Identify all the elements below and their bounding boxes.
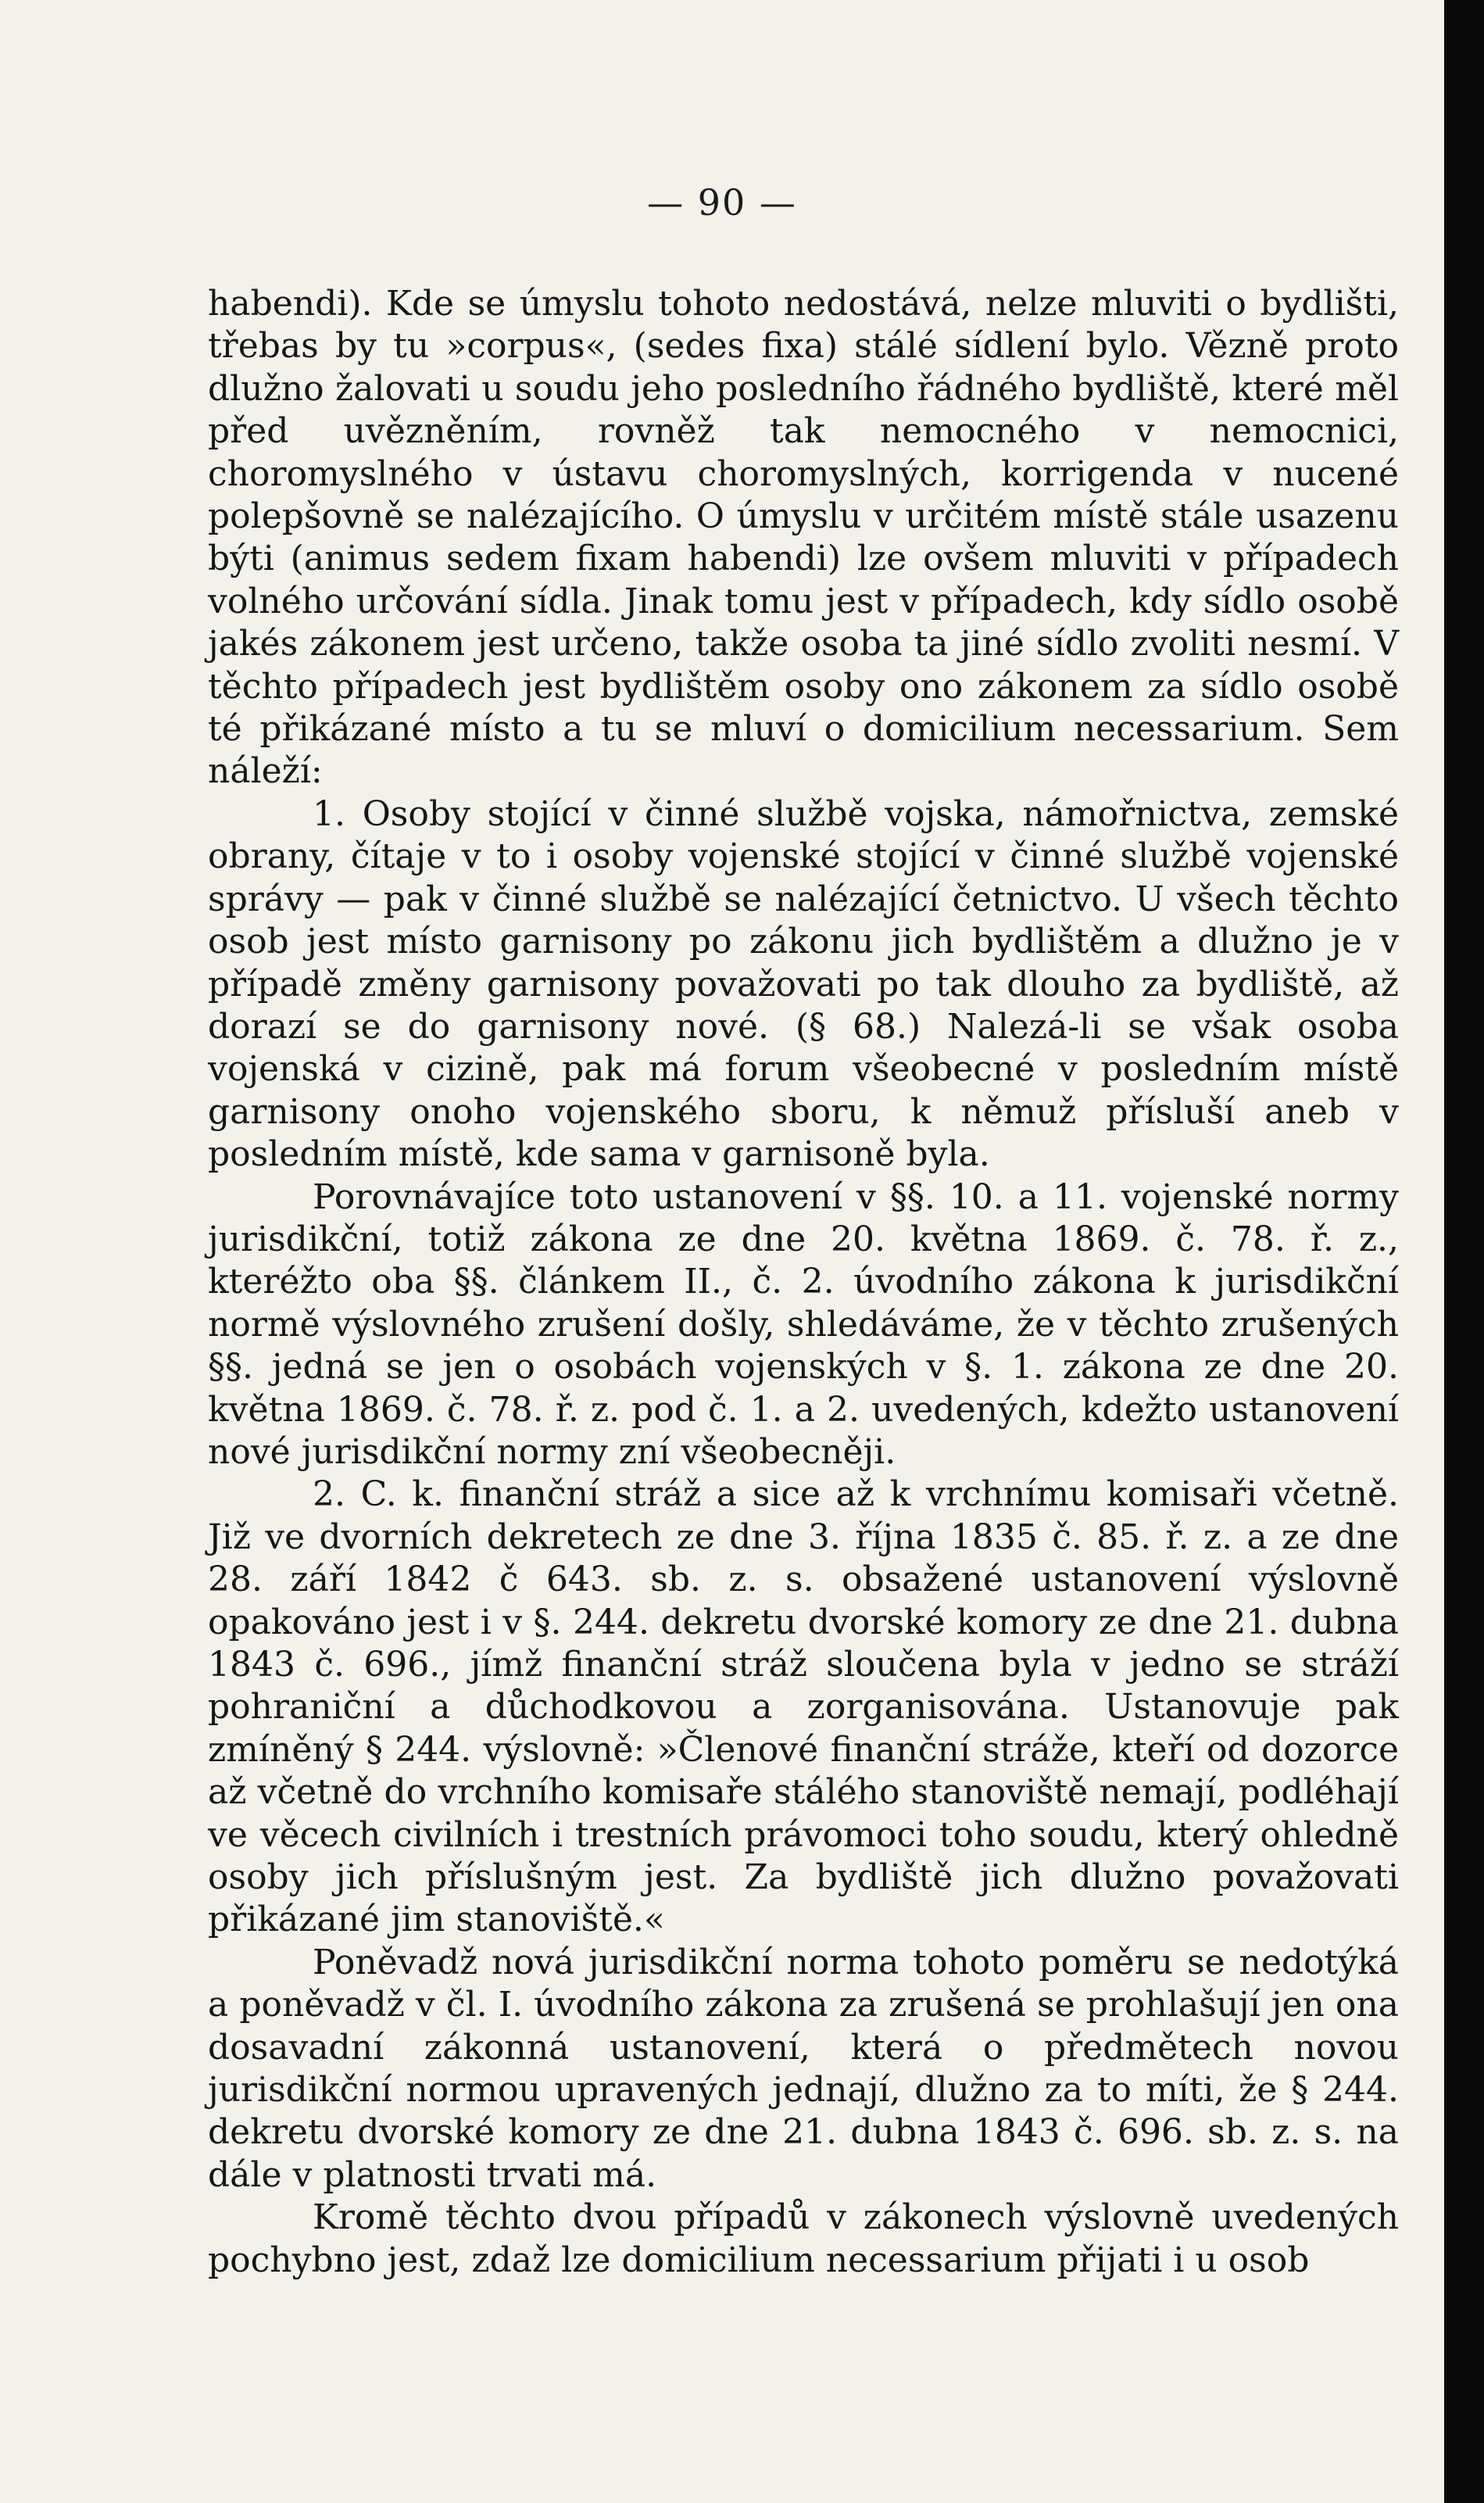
body-text xyxy=(208,283,1399,2282)
paragraph-military-norm-comparison: Porovnávajíce toto ustanovení v §§. 10. a 11. vojenské normy jurisdikční, totiž zákona ze dne 20. května 1869. č. 78. ř. z., kteréžto oba §§. článkem II., č. 2. úvodního zákona k jurisdikční normě výslovného zrušení došly, shledáváme, že v těchto zrušených §§. jedná se jen o osobách vojenských v §. 1. zákona ze dne 20. května 1869. č. 78. ř. z. pod č. 1. a 2. uvedených, kdežto ustanovení nové jurisdikční normy zní všeobecněji. xyxy=(208,1176,1399,1472)
paragraph-continuation: habendi). Kde se úmyslu tohoto nedostává, nelze mluviti o bydlišti, třebas by tu »corpus«, (sedes fixa) stálé sídlení bylo. Vězně proto dlužno žalovati u soudu jeho posledního řádného bydliště, které měl před uvězněním, rovněž tak nemocného v nemocnici, choromyslného v ústavu choromyslných, korrigenda v nucené polepšovně se nalézajícího. O úmyslu v určitém místě stále usazenu býti (animus sedem fixam habendi) lze ovšem mluviti v případech volného určování sídla. Jinak tomu jest v případech, kdy sídlo osobě jakés zákonem jest určeno, takže osoba ta jiné sídlo zvoliti nesmí. V těchto případech jest bydlištěm osoby ono zákonem za sídlo osobě té přikázané místo a tu se mluví o domicilium necessarium. Sem náleží: xyxy=(208,284,1399,792)
paragraph-other-cases: Kromě těchto dvou případů v zákonech výslovně uvedených pochybno jest, zdaž lze domicilium necessarium přijati i u osob xyxy=(208,2197,1399,2280)
paragraph-financial-guard: 2. C. k. finanční stráž a sice až k vrchnímu komisaři včetně. Již ve dvorních dekretech ze dne 3. října 1835 č. 85. ř. z. a ze dne 28. září 1842 č 643. sb. z. s. obsažené ustanovení výslovně opakováno jest i v §. 244. dekretu dvorské komory ze dne 21. dubna 1843 č. 696., jímž finanční stráž sloučena byla v jedno se stráží pohraniční a důchodkovou a zorganisována. Ustanovuje pak zmíněný § 244. výslovně: »Členové finanční stráže, kteří od dozorce až včetně do vrchního komisaře stálého stanoviště nemají, podléhají ve věcech civilních i trestních právomoci toho soudu, který ohledně osoby jich příslušným jest. Za bydliště jich dlužno považovati přikázané jim stanoviště.« xyxy=(208,1474,1399,1940)
paragraph-jurisdiction-norm: Poněvadž nová jurisdikční norma tohoto poměru se nedotýká a poněvadž v čl. I. úvodního zákona za zrušená se prohlašují jen ona dosavadní zákonná ustanovení, která o předmětech novou jurisdikční normou upravených jednají, dlužno za to míti, že § 244. dekretu dvorské komory ze dne 21. dubna 1843 č. 696. sb. z. s. na dále v platnosti trvati má. xyxy=(208,1942,1399,2195)
scan-edge-border xyxy=(1444,0,1484,2503)
page-number: — 90 — xyxy=(647,181,797,224)
paragraph-military-persons: 1. Osoby stojící v činné službě vojska, námořnictva, zemské obrany, čítaje v to i osoby vojenské stojící v činné službě vojenské správy — pak v činné službě se nalézající četnictvo. U všech těchto osob jest místo garnisony po zákonu jich bydlištěm a dlužno je v případě změny garnisony považovati po tak dlouho za bydliště, až dorazí se do garnisony nové. (§ 68.) Nalezá-li se však osoba vojenská v cizině, pak má forum všeobecné v posledním místě garnisony onoho vojenského sboru, k němuž přísluší aneb v posledním místě, kde sama v garnisoně byla. xyxy=(208,793,1399,1175)
